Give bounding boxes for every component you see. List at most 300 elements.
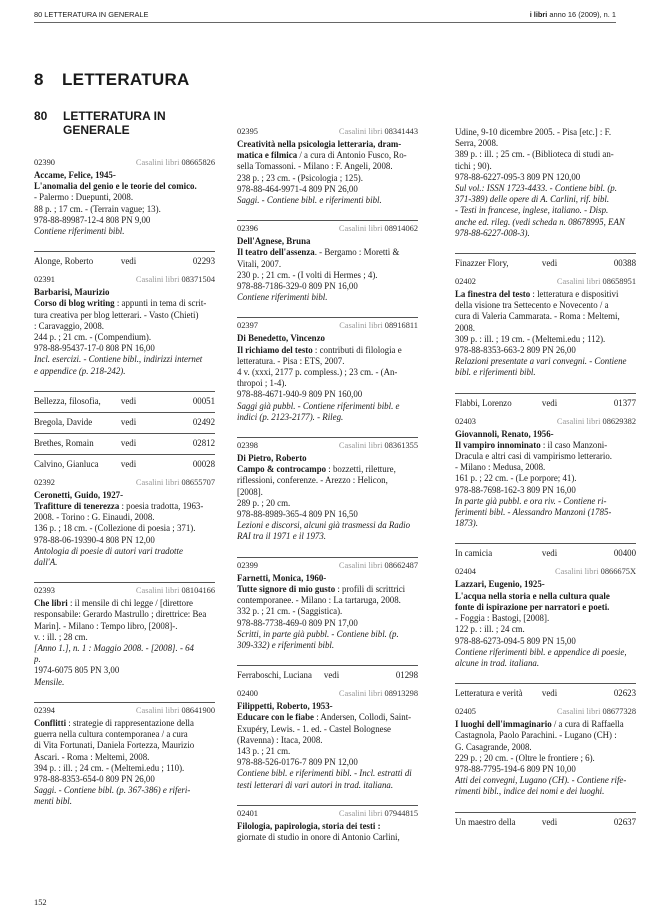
entry-line: Contiene bibl. e riferimenti bibl. - Incl. estratti di bbox=[237, 768, 412, 779]
spacer bbox=[455, 669, 636, 683]
entry-line: 978-88-526-0176-7 809 PN 12,00 bbox=[237, 757, 358, 768]
entry-id-row bbox=[455, 277, 636, 289]
spacer bbox=[237, 303, 418, 317]
see-reference bbox=[34, 433, 215, 454]
see-reference-name: Alonge, Roberto bbox=[34, 256, 94, 267]
catalog-entry bbox=[34, 583, 215, 688]
entry-id-row bbox=[34, 478, 215, 490]
entry-source bbox=[339, 561, 418, 570]
entry-line bbox=[455, 289, 636, 300]
entry-line: tichi ; 90). bbox=[455, 160, 492, 171]
entry-id-row bbox=[237, 809, 418, 821]
entry-source-code: 08665826 bbox=[181, 158, 215, 167]
entry-line: v. : ill. ; 28 cm. bbox=[34, 631, 88, 642]
entry-source-code: 08916811 bbox=[384, 321, 418, 331]
see-reference-name: Bellezza, filosofia, bbox=[34, 395, 101, 406]
entry-title: Conflitti bbox=[34, 717, 67, 728]
see-reference-vedi: vedi bbox=[120, 256, 137, 267]
entry-source-name: Casalini libri bbox=[556, 416, 601, 426]
entry-line: fonte di ispirazione per narratori e poeti. bbox=[455, 601, 610, 612]
entry-line: 136 p. ; 18 cm. - (Collezione di poesia ; 371). bbox=[34, 523, 196, 534]
entry-number: 02405 bbox=[455, 707, 476, 717]
entry-title: La finestra del testo bbox=[455, 289, 531, 300]
entry-line: Sul vol.: ISSN 1723-4433. - Contiene bibl. (p. bbox=[455, 183, 617, 194]
entry-line-rest: : contributi di filologia e bbox=[312, 344, 402, 355]
entry-line: Lezioni e discorsi, alcuni già trasmessi da Radio bbox=[237, 520, 411, 531]
catalog-entry bbox=[237, 558, 418, 651]
entry-line: menti bibl. bbox=[34, 796, 72, 807]
entry-source-code: 08914062 bbox=[384, 224, 418, 234]
entry-title: Trafitture di tenerezza bbox=[34, 501, 120, 512]
see-reference bbox=[455, 812, 636, 833]
page-number: 152 bbox=[34, 898, 47, 907]
entry-line: Dell'Agnese, Bruna bbox=[237, 236, 311, 247]
entry-source bbox=[339, 321, 418, 330]
entry-line: 88 p. ; 17 cm. - (Terrain vague; 13). bbox=[34, 203, 161, 214]
entry-source-name: Casalini libri bbox=[556, 277, 601, 287]
entry-id-row bbox=[237, 127, 418, 139]
entry-line: Marin]. - Milano : Tempo libro, [2008]-. bbox=[34, 620, 178, 631]
see-reference-name: Flabbi, Lorenzo bbox=[455, 397, 512, 408]
entry-line: (Ravenna) : Itaca, 2008. bbox=[237, 734, 323, 745]
entry-line-rest: / a cura di Antonio Fusco, Ro- bbox=[297, 150, 407, 161]
entry-line: Vitali, 2007. bbox=[237, 258, 282, 269]
entry-line-rest: : il mensile di chi legge / [direttore bbox=[67, 598, 193, 609]
entry-line: 978-88-7186-329-0 809 PN 16,00 bbox=[237, 281, 358, 292]
see-reference bbox=[455, 393, 636, 414]
see-reference bbox=[34, 412, 215, 433]
entry-source bbox=[136, 586, 215, 595]
entry-line: Farnetti, Monica, 1960- bbox=[237, 572, 327, 583]
entry-line: 978-88-95437-17-0 808 PN 16,00 bbox=[34, 343, 155, 354]
entry-line: [2008]. bbox=[237, 486, 263, 497]
entry-line-rest: : poesia tradotta, 1963- bbox=[119, 501, 204, 512]
see-reference-number: 02623 bbox=[613, 688, 636, 699]
see-reference-vedi: vedi bbox=[120, 395, 137, 406]
entry-line: - Palermo : Duepunti, 2008. bbox=[34, 192, 134, 203]
entry-line: 394 p. : ill. ; 24 cm. - (Meltemi.edu ; 110). bbox=[34, 762, 185, 773]
see-reference-name: Finazzer Flory, bbox=[455, 258, 509, 269]
spacer bbox=[34, 377, 215, 391]
entry-line: thropoi ; 1-4). bbox=[237, 378, 287, 389]
entry-line: Barbarisi, Maurizio bbox=[34, 287, 110, 298]
entry-line: 978-88-7738-469-0 809 PN 17,00 bbox=[237, 617, 358, 628]
see-reference-name: Letteratura e verità bbox=[455, 688, 523, 699]
entry-line: Saggi già pubbl. - Contiene riferimenti bibl. e bbox=[237, 400, 400, 411]
see-reference-number: 02812 bbox=[192, 437, 215, 448]
entry-source-code: 08341443 bbox=[384, 127, 418, 136]
entry-line: 1873). bbox=[455, 518, 478, 529]
spacer bbox=[237, 423, 418, 437]
see-reference-vedi: vedi bbox=[541, 688, 558, 699]
see-reference-name: Calvino, Gianluca bbox=[34, 458, 99, 469]
entry-line: - Milano : Medusa, 2008. bbox=[455, 462, 546, 473]
entry-line-rest: : bozzetti, riletture, bbox=[326, 464, 396, 475]
entry-line: 2008. bbox=[455, 322, 475, 333]
entry-source bbox=[339, 224, 418, 233]
entry-line: 1974-6075 805 PN 3,00 bbox=[34, 665, 120, 676]
entry-line: riflessioni, conferenze. - Arezzo : Helicon, bbox=[237, 475, 388, 486]
entry-source-name: Casalini libri bbox=[135, 477, 180, 487]
chapter-number: 8 bbox=[34, 70, 44, 89]
entry-number: 02404 bbox=[455, 567, 476, 577]
entry-line: Relazioni presentate a vari convegni. - Contiene bbox=[455, 356, 627, 367]
entry-title: Tutte signore di mio gusto bbox=[237, 583, 336, 594]
entry-line: 161 p. ; 22 cm. - (Le porpore; 41). bbox=[455, 473, 577, 484]
entry-line: Ceronetti, Guido, 1927- bbox=[34, 489, 124, 500]
entry-line: contemporanee. - Milano : La tartaruga, 2008. bbox=[237, 595, 401, 606]
spacer bbox=[455, 379, 636, 393]
entry-line: 2008. - Torino : G. Einaudi, 2008. bbox=[34, 512, 155, 523]
entry-source-code: 08371504 bbox=[181, 275, 215, 285]
entry-line-rest: / a cura di Raffaella bbox=[551, 719, 624, 730]
entry-title: Educare con le fiabe bbox=[237, 712, 314, 723]
entry-line: responsabile: Gerardo Mastrullo ; direttrice: Bea bbox=[34, 609, 207, 620]
entry-number: 02401 bbox=[237, 808, 258, 818]
entry-number: 02390 bbox=[34, 158, 55, 167]
see-reference-vedi: vedi bbox=[541, 258, 558, 269]
see-reference-name: Brethes, Romain bbox=[34, 437, 94, 448]
entry-line: 238 p. ; 23 cm. - (Psicologia ; 125). bbox=[237, 172, 363, 183]
entry-source-name: Casalini libri bbox=[338, 224, 383, 234]
see-reference-number: 00028 bbox=[192, 458, 215, 469]
entry-line: indici (p. 2123-2177). - Rileg. bbox=[237, 411, 344, 422]
entry-line bbox=[34, 298, 215, 309]
entry-line: 332 p. ; 21 cm. - (Saggistica). bbox=[237, 606, 343, 617]
entry-line: Dracula e altri casi di vampirismo letterario. bbox=[455, 451, 612, 462]
entry-number: 02403 bbox=[455, 416, 476, 426]
entry-line: Exupéry, Lewis. - 1. ed. - Castel Bolognese bbox=[237, 723, 391, 734]
see-reference bbox=[455, 253, 636, 274]
entry-line: p. bbox=[34, 654, 41, 665]
entry-line: 978-88-6273-094-5 809 PN 15,00 bbox=[455, 635, 576, 646]
entry-id-row bbox=[34, 586, 215, 598]
see-reference-number: 00388 bbox=[613, 258, 636, 269]
entry-line bbox=[455, 440, 636, 451]
catalog-entry bbox=[237, 438, 418, 543]
catalog-entry bbox=[34, 475, 215, 568]
entry-title: Corso di blog writing bbox=[34, 298, 115, 309]
entry-line: - Testi in francese, inglese, italiano. - Disp. bbox=[455, 205, 609, 216]
entry-line bbox=[237, 712, 418, 723]
see-reference bbox=[455, 543, 636, 564]
entry-line-rest: : letteratura e dispositivi bbox=[530, 289, 619, 300]
entry-line: - Foggia : Bastogi, [2008]. bbox=[455, 613, 550, 624]
see-reference-number: 02637 bbox=[613, 816, 636, 827]
entry-source-code: 08104166 bbox=[181, 586, 215, 596]
see-reference-vedi: vedi bbox=[120, 458, 137, 469]
entry-line: Di Pietro, Roberto bbox=[237, 453, 307, 464]
section-title-line: GENERALE bbox=[63, 122, 130, 137]
spacer bbox=[237, 651, 418, 665]
entry-id-row bbox=[455, 567, 636, 579]
see-reference-name: In camicia bbox=[455, 548, 493, 559]
entry-line bbox=[34, 501, 215, 512]
entry-line: anche ed. rileg. (vedi scheda n. 08678995, EAN bbox=[455, 216, 625, 227]
see-reference-number: 02293 bbox=[192, 256, 215, 267]
entry-line: 4 v. (xxxi, 2177 p. compless.) ; 23 cm. - (An- bbox=[237, 367, 398, 378]
entry-source-code: 08662487 bbox=[384, 560, 418, 570]
entry-line: 229 p. ; 20 cm. - (Oltre le frontiere ; 6). bbox=[455, 752, 595, 763]
running-header-journal bbox=[530, 10, 616, 19]
column-left bbox=[34, 155, 215, 808]
entry-line: testi letterari di vari autori in trad. italiana. bbox=[237, 779, 394, 790]
journal-issue: anno 16 (2009), n. 1 bbox=[547, 10, 616, 19]
entry-source-name: Casalini libri bbox=[338, 127, 383, 136]
entry-title: I luoghi dell'immaginario bbox=[455, 719, 552, 730]
entry-number: 02393 bbox=[34, 586, 55, 596]
entry-number: 02396 bbox=[237, 224, 258, 234]
spacer bbox=[237, 791, 418, 805]
see-reference-number: 00400 bbox=[613, 548, 636, 559]
see-reference-vedi: vedi bbox=[323, 670, 340, 681]
entry-source-name: Casalini libri bbox=[135, 705, 180, 715]
entry-line-rest: : il caso Manzoni- bbox=[540, 439, 608, 450]
catalog-entry bbox=[455, 704, 636, 797]
entry-line: 978-88-6227-095-3 809 PN 120,00 bbox=[455, 171, 581, 182]
entry-source-name: Casalini libri bbox=[338, 808, 383, 818]
entry-line: 978-88-8353-654-0 809 PN 26,00 bbox=[34, 773, 155, 784]
catalog-entry bbox=[237, 318, 418, 423]
entry-source-name: Casalini libri bbox=[135, 158, 180, 167]
entry-title: Che libri bbox=[34, 598, 68, 609]
entry-id-row bbox=[237, 321, 418, 333]
entry-number: 02394 bbox=[34, 705, 55, 715]
entry-line: 978-88-4671-940-9 809 PN 160,00 bbox=[237, 389, 363, 400]
entry-source-name: Casalini libri bbox=[135, 586, 180, 596]
entry-line: cura di Valeria Cammarata. - Roma : Meltemi, bbox=[455, 311, 620, 322]
entry-source-name: Casalini libri bbox=[338, 560, 383, 570]
entry-line-rest: . - Bergamo : Moretti & bbox=[314, 247, 400, 258]
entry-line: Castagnola, Paolo Parachini. - Lugano (CH) : bbox=[455, 730, 617, 741]
entry-line: e appendice (p. 218-242). bbox=[34, 365, 126, 376]
entry-source-code: 08658951 bbox=[602, 277, 636, 287]
entry-line: Saggi. - Contiene bibl. (p. 367-386) e riferi- bbox=[34, 785, 191, 796]
entry-line: giornate di studio in onore di Antonio Carlini, bbox=[237, 831, 400, 842]
see-reference-name: Ferraboschi, Luciana bbox=[237, 670, 312, 681]
see-reference-vedi: vedi bbox=[541, 548, 558, 559]
entry-line: sella Tomassoni. - Milano : F. Angeli, 2008. bbox=[237, 161, 393, 172]
entry-title: matica e filmica bbox=[237, 150, 298, 161]
entry-title: Campo & controcampo bbox=[237, 464, 327, 475]
entry-line: Udine, 9-10 dicembre 2005. - Pisa [etc.] : F. bbox=[455, 127, 612, 137]
entry-line: 978-88-7698-162-3 809 PN 16,00 bbox=[455, 484, 576, 495]
catalog-entry bbox=[455, 274, 636, 379]
entry-source-code: 08655707 bbox=[181, 477, 215, 487]
entry-id-row bbox=[237, 441, 418, 453]
entry-line bbox=[237, 584, 418, 595]
catalog-entry bbox=[237, 806, 418, 843]
entry-line: 289 p. ; 20 cm. bbox=[237, 497, 291, 508]
see-reference bbox=[34, 391, 215, 412]
entry-source bbox=[136, 706, 215, 715]
entry-line: rimenti bibl., indice dei nomi e dei luoghi. bbox=[455, 786, 605, 797]
entry-line: 978-88-8989-365-4 809 PN 16,50 bbox=[237, 509, 358, 520]
entry-line: In parte già pubbl. e ora riv. - Contiene ri- bbox=[455, 495, 607, 506]
entry-line: 244 p. ; 21 cm. - (Compendium). bbox=[34, 332, 152, 343]
spacer bbox=[237, 206, 418, 220]
spacer bbox=[455, 798, 636, 812]
entry-source-name: Casalini libri bbox=[338, 441, 383, 451]
entry-title: Il teatro dell'assenza bbox=[237, 247, 315, 258]
entry-line: Ascari. - Roma : Meltemi, 2008. bbox=[34, 751, 150, 762]
catalog-entry bbox=[34, 703, 215, 808]
entry-source bbox=[555, 567, 636, 576]
entry-line: dall'A. bbox=[34, 557, 58, 568]
entry-source-code: 08677328 bbox=[602, 707, 636, 717]
entry-line: 309 p. : ill. ; 19 cm. - (Meltemi.edu ; 112). bbox=[455, 333, 606, 344]
entry-line: Accame, Felice, 1945- bbox=[34, 170, 116, 180]
catalog-entry bbox=[237, 124, 418, 206]
entry-line: Serra, 2008. bbox=[455, 138, 499, 149]
entry-source-code: 08641900 bbox=[181, 705, 215, 715]
entry-line bbox=[237, 150, 418, 161]
entry-source bbox=[339, 441, 418, 450]
entry-line: della visione tra Settecento e Novecento / a bbox=[455, 300, 609, 311]
entry-title: Il vampiro innominato bbox=[455, 439, 541, 450]
see-reference-vedi: vedi bbox=[120, 437, 137, 448]
entry-line: tura creativa per blog letterari. - Vasto (Chieti) bbox=[34, 309, 199, 320]
entry-line: 978-88-7795-194-6 809 PN 10,00 bbox=[455, 763, 576, 774]
catalog-entry bbox=[34, 272, 215, 377]
entry-line: 978-88-464-9971-4 809 PN 26,00 bbox=[237, 183, 358, 194]
spacer bbox=[34, 237, 215, 251]
entry-source-code: 08913298 bbox=[384, 689, 418, 699]
entry-source-code: 08629382 bbox=[602, 416, 636, 426]
entry-line: Atti dei convegni, Lugano (CH). - Contiene rife- bbox=[455, 775, 627, 786]
entry-line: Contiene riferimenti bibl. bbox=[34, 226, 125, 237]
see-reference bbox=[34, 251, 215, 272]
see-reference-vedi: vedi bbox=[541, 397, 558, 408]
entry-id-row bbox=[34, 158, 215, 170]
running-header-section: 80 LETTERATURA IN GENERALE bbox=[34, 10, 149, 19]
entry-line: 309-332) e riferimenti bibl. bbox=[237, 639, 335, 650]
entry-line: : Caravaggio, 2008. bbox=[34, 320, 104, 331]
entry-source-name: Casalini libri bbox=[338, 689, 383, 699]
entry-line: Incl. esercizi. - Contiene bibl., indirizzi internet bbox=[34, 354, 203, 365]
see-reference-name: Un maestro della bbox=[455, 816, 516, 827]
entry-source bbox=[557, 277, 636, 286]
entry-id-row bbox=[34, 275, 215, 287]
entry-id-row bbox=[237, 561, 418, 573]
entry-source-name: Casalini libri bbox=[135, 275, 180, 285]
see-reference bbox=[34, 454, 215, 475]
spacer bbox=[34, 688, 215, 702]
entry-number: 02400 bbox=[237, 689, 258, 699]
entry-source bbox=[136, 158, 215, 167]
column-right bbox=[455, 124, 636, 833]
catalog-entry bbox=[237, 686, 418, 791]
catalog-entry bbox=[34, 155, 215, 237]
entry-line bbox=[34, 598, 215, 609]
entry-number: 02397 bbox=[237, 321, 258, 331]
entry-line: 371-389) delle opere di A. Carlini, rif. bibl. bbox=[455, 194, 610, 205]
see-reference bbox=[237, 665, 418, 686]
see-reference-number: 01377 bbox=[613, 397, 636, 408]
see-reference-number: 00051 bbox=[192, 395, 215, 406]
entry-line: Mensile. bbox=[34, 676, 65, 687]
catalog-entry bbox=[455, 414, 636, 530]
entry-line: 978-88-8353-663-2 809 PN 26,00 bbox=[455, 345, 576, 356]
entry-line: bibl. e riferimenti bibl. bbox=[455, 367, 536, 378]
entry-source-code: 08361355 bbox=[384, 441, 418, 451]
entry-number: 02392 bbox=[34, 477, 55, 487]
entry-line: Contiene riferimenti bibl. bbox=[237, 292, 328, 303]
running-header bbox=[34, 8, 616, 23]
entry-line: Scritti, in parte già pubbl. - Contiene bibl. (p. bbox=[237, 628, 399, 639]
entry-line-rest: : appunti in tema di scrit- bbox=[114, 298, 207, 309]
see-reference-number: 01298 bbox=[395, 670, 418, 681]
entry-line: Antologia di poesie di autori vari tradotte bbox=[34, 545, 183, 556]
entry-id-row bbox=[237, 224, 418, 236]
entry-line-rest: : Andersen, Collodi, Saint- bbox=[314, 712, 412, 723]
entry-source bbox=[136, 275, 215, 284]
entry-line: letteratura. - Pisa : ETS, 2007. bbox=[237, 355, 345, 366]
entry-number: 02402 bbox=[455, 277, 476, 287]
entry-line: 122 p. : ill. ; 24 cm. bbox=[455, 624, 525, 635]
entry-line: L'acqua nella storia e nella cultura quale bbox=[455, 590, 610, 601]
entry-line: Giovannoli, Renato, 1956- bbox=[455, 428, 554, 439]
entry-line: Lazzari, Eugenio, 1925- bbox=[455, 579, 545, 590]
entry-line: Di Benedetto, Vincenzo bbox=[237, 333, 325, 344]
entry-line: Creatività nella psicologia letteraria, dram- bbox=[237, 139, 402, 149]
journal-title: i libri bbox=[529, 10, 548, 19]
entry-line: L'anomalia del genio e le teorie del comico. bbox=[34, 181, 197, 192]
entry-line: 978-88-6227-008-3). bbox=[455, 227, 530, 238]
entry-line: G. Casagrande, 2008. bbox=[455, 741, 532, 752]
entry-line: 978-88-06-19390-4 808 PN 12,00 bbox=[34, 534, 155, 545]
entry-line: Filippetti, Roberto, 1953- bbox=[237, 701, 333, 712]
entry-line: di Vita Fortunati, Daniela Fortezza, Maurizio bbox=[34, 740, 195, 751]
see-reference-vedi: vedi bbox=[541, 816, 558, 827]
entry-line: 389 p. : ill. ; 25 cm. - (Biblioteca di studi an- bbox=[455, 149, 614, 160]
entry-line: ferimenti bibl. - Alessandro Manzoni (1785- bbox=[455, 507, 612, 518]
entry-line: 230 p. ; 21 cm. - (I volti di Hermes ; 4). bbox=[237, 269, 378, 280]
spacer bbox=[455, 239, 636, 253]
entry-number: 02399 bbox=[237, 560, 258, 570]
entry-line bbox=[237, 345, 418, 356]
entry-line: Filologia, papirologia, storia dei testi : bbox=[237, 820, 381, 831]
entry-source-code: 07944815 bbox=[384, 808, 418, 818]
entry-source bbox=[557, 707, 636, 716]
entry-source bbox=[339, 689, 418, 698]
entry-source bbox=[557, 417, 636, 426]
entry-number: 02398 bbox=[237, 441, 258, 451]
entry-line bbox=[455, 719, 636, 730]
catalog-entry bbox=[455, 564, 636, 669]
spacer bbox=[34, 568, 215, 582]
entry-line: 143 p. ; 21 cm. bbox=[237, 745, 291, 756]
section-number: 80 bbox=[34, 109, 48, 123]
entry-id-row bbox=[455, 707, 636, 719]
see-reference bbox=[455, 683, 636, 704]
entry-line: Saggi. - Contiene bibl. e riferimenti bibl. bbox=[237, 195, 382, 206]
entry-number: 02391 bbox=[34, 275, 55, 285]
entry-source-name: Casalini libri bbox=[339, 321, 383, 331]
entry-source bbox=[339, 809, 418, 818]
entry-id-row bbox=[237, 689, 418, 701]
column-middle bbox=[237, 124, 418, 843]
entry-source bbox=[339, 127, 418, 136]
entry-line-rest: : strategie di rappresentazione della bbox=[66, 717, 194, 728]
see-reference-name: Bregola, Davide bbox=[34, 416, 93, 427]
entry-line bbox=[237, 247, 418, 258]
spacer bbox=[455, 529, 636, 543]
catalog-entry bbox=[237, 221, 418, 303]
entry-line: alcune in trad. italiana. bbox=[455, 657, 540, 668]
entry-continuation bbox=[455, 124, 636, 239]
entry-id-row bbox=[455, 417, 636, 429]
